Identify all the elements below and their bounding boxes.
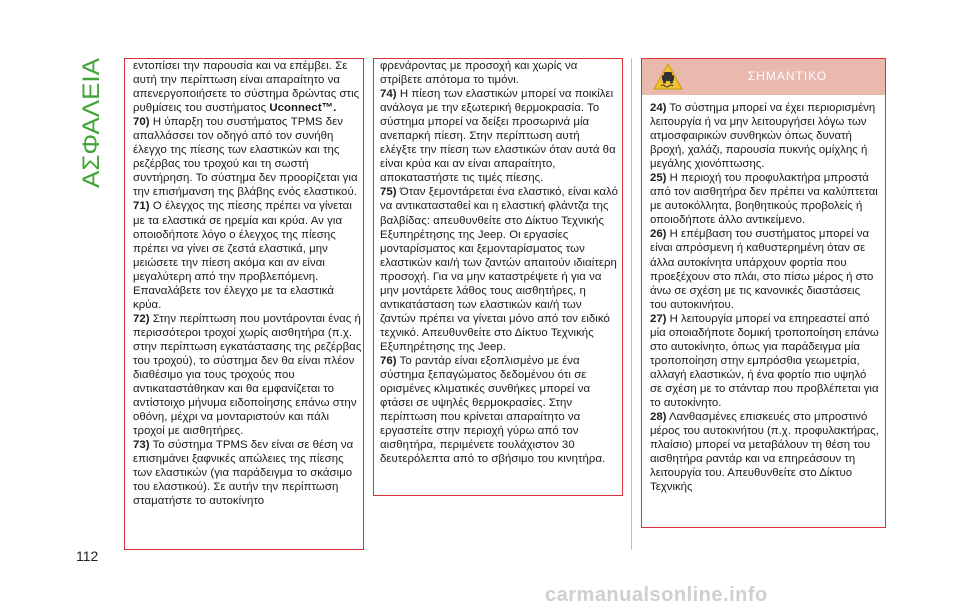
note-text: Η λειτουργία μπορεί να επηρεαστεί από μία οποιαδήποτε δομική τροποποίηση επάνω στο αυτοκίνητο, όπως για παράδειγμα μία τροποποίηση στην εμπρόσθια γεωμετρία, αλλαγή ελαστικών, ή ένα φορτίο πιο υψηλό σε σχέση με το στάνταρ που προβλέπεται για το αυτοκίνητο. <box>650 312 879 409</box>
note-text: Το σύστημα μπορεί να έχει περιορισμένη λειτουργία ή να μην λειτουργήσει λόγω των ατμοσφαιρικών συνθηκών όπως δυνατή βροχή, χαλάζι, παρουσία πυκνής ομίχλης ή μεγάλης χιονόπτωσης. <box>650 102 876 171</box>
watermark: carmanualsonline.info <box>545 584 768 606</box>
note-text: Το σύστημα TPMS δεν είναι σε θέση να επισημάνει ξαφνικές απώλειες της πίεσης των ελαστικών (για παράδειγμα το σκάσιμο του ελαστικού). Σε αυτήν την περίπτωση σταματήστε το αυτοκίνητο <box>133 439 354 508</box>
note-number: 28) <box>650 411 667 424</box>
note-text: φρενάροντας με προσοχή και χωρίς να στρίβετε απότομα το τιμόνι. <box>380 60 578 87</box>
section-title-vertical <box>63 30 113 190</box>
note-number: 71) <box>133 200 150 213</box>
note-text: Όταν ξεμοντάρεται ένα ελαστικό, είναι καλό να αντικατασταθεί και η ελαστική φλάντζα της βαλβίδας: απευθυνθείτε στο Δίκτυο Τεχνικής Εξυπηρέτησης της Jeep. Οι εργασίες μονταρίσματος και ξεμονταρίσματος των ελαστικών και/ή των ζαντών απαιτούν ιδιαίτερη προσοχή. Για να μην καταστρέψετε ή για να μην μοντάρετε λάθος τους αισθητήρες, η αντικατάσταση των ελαστικών και/ή των ζαντών πρέπει να γίνεται μόνο από τον ειδικό τεχνικό. Απευθυνθείτε στο Δίκτυο Τεχνικής Εξυπηρέτησης της Jeep. <box>380 186 618 353</box>
note-text: Ο έλεγχος της πίεσης πρέπει να γίνεται με τα ελαστικά σε ηρεμία και κρύα. Αν για οποιοδήποτε λόγο ο έλεγχος της πίεσης πρέπει να γίνει σε ζεστά ελαστικά, μην μειώσετε την πίεση ακόμα και αν είναι μεγαλύτερη από την προβλεπόμενη. Επαναλάβετε τον έλεγχο με τα ελαστικά κρύα. <box>133 200 352 311</box>
paragraph <box>380 87 618 185</box>
paragraph <box>380 354 618 466</box>
note-text: Λανθασμένες επισκευές στο μπροστινό μέρος του αυτοκινήτου (π.χ. προφυλακτήρας, πλαίσιο) μπορεί να μεταβάλουν τη θέση του αισθητήρα ραντάρ και να επηρεάσουν τη λειτουργία του. Απευθυνθείτε στο Δίκτυο Τεχνικής <box>650 411 879 494</box>
paragraph <box>650 171 879 227</box>
note-text: Η ύπαρξη του συστήματος TPMS δεν απαλλάσσει τον οδηγό από τον συνήθη έλεγχο της πίεσης των ελαστικών και της ρεζέρβας του τροχού και τη σωστή συντήρηση. Το σύστημα δεν προορίζεται για την επισήμανση της βλάβης ενός ελαστικού. <box>133 116 358 199</box>
note-number: 73) <box>133 439 150 452</box>
note-text: Η πίεση των ελαστικών μπορεί να ποικίλει ανάλογα με την εξωτερική θερμοκρασία. Το σύστημα μπορεί να δείξει προσωρινά μία ανεπαρκή πίεση. Στην περίπτωση αυτή ελέγξτε την πίεση των ελαστικών όταν αυτά θα είναι κρύα και αν είναι απαραίτητο, αποκαταστήστε τις τιμές πίεσης. <box>380 88 616 185</box>
car-skid-warning-icon <box>652 62 684 92</box>
paragraph <box>380 185 618 354</box>
paragraph <box>650 101 879 171</box>
note-text: Η περιοχή του προφυλακτήρα μπροστά από τον αισθητήρα δεν πρέπει να καλύπτεται με αυτοκόλλητα, βοηθητικούς προβολείς ή οποιοδήποτε άλλο αντικείμενο. <box>650 172 878 227</box>
paragraph <box>133 199 363 311</box>
column-divider <box>631 58 632 550</box>
paragraph <box>133 312 363 438</box>
text-column-2 <box>373 58 623 496</box>
notice-title: ΣΗΜΑΝΤΙΚΟ <box>747 69 828 83</box>
paragraph <box>380 59 618 87</box>
important-notice-box <box>641 58 886 528</box>
paragraph <box>133 438 363 508</box>
notice-header <box>642 59 885 95</box>
note-number: 25) <box>650 172 667 185</box>
note-text: Η επέμβαση του συστήματος μπορεί να είναι απρόσμενη ή καθυστερημένη όταν σε άλλα αυτοκίνητα υπάρχουν φορτία που προεξέχουν στο πλάι, στο πίσω μέρος ή στο άνω σε σχέση με τις κανονικές διαστάσεις του αυτοκινήτου. <box>650 228 874 311</box>
note-number: 72) <box>133 312 150 325</box>
note-number: 27) <box>650 312 667 325</box>
note-number: 26) <box>650 228 667 241</box>
paragraph <box>133 59 363 115</box>
paragraph <box>650 227 879 311</box>
paragraph <box>650 410 879 494</box>
note-text: Το ραντάρ είναι εξοπλισμένο με ένα σύστημα ξεπαγώματος δεδομένου ότι σε ορισμένες κλιματικές συνθήκες μπορεί να φτάσει σε υψηλές θερμοκρασίες. Στην περίπτωση που κρίνεται απαραίτητο να εργαστείτε στην περιοχή γύρω από τον αισθητήρα, περιμένετε τουλάχιστον 30 δευτερόλεπτα από το σβήσιμο του κινητήρα. <box>380 354 606 466</box>
note-number: 74) <box>380 88 397 101</box>
note-number: 75) <box>380 186 397 199</box>
note-number: 76) <box>380 354 397 367</box>
section-title: ΑΣΦΑΛΕΙΑ <box>78 67 105 188</box>
page-number: 112 <box>76 548 99 564</box>
note-text: Uconnect™. <box>269 102 337 115</box>
notice-body <box>642 95 885 494</box>
note-number: 70) <box>133 116 150 129</box>
paragraph <box>133 115 363 199</box>
note-number: 24) <box>650 102 667 114</box>
text-column-1 <box>124 58 364 550</box>
paragraph <box>650 312 879 410</box>
note-text: εντοπίσει την παρουσία και να επέμβει. Σε αυτή την περίπτωση είναι απαραίτητο να απενεργοποιήσετε το σύστημα δρώντας στις ρυθμίσεις του συστήματος <box>133 60 360 115</box>
note-text: Στην περίπτωση που μοντάρονται ένας ή περισσότεροι τροχοί χωρίς αισθητήρα (π.χ. στην περίπτωση εγκατάστασης της ρεζέρβας του τροχού), το σύστημα δεν θα είναι πλέον διαθέσιμο για τους τροχούς που αντικαταστάθηκαν και θα εμφανίζεται το αντίστοιχο μήνυμα ειδοποίησης επάνω στην οθόνη, μέχρι να μονταριστούν και πάλι τροχοί με αισθητήρες. <box>133 312 362 438</box>
